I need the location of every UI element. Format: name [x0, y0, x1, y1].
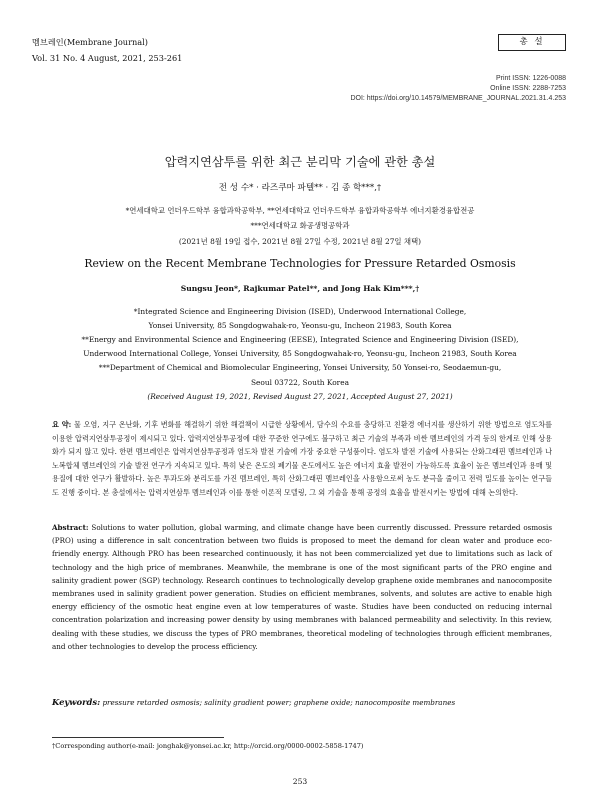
- keywords-label: Keywords:: [52, 697, 101, 707]
- affiliation-english-4: Underwood International College, Yonsei University, 85 Songdogwahak-ro, Yeonsu-gu, Incheon 21983, South Korea: [83, 349, 517, 358]
- corresponding-author-footnote: †Corresponding author(e-mail: jonghak@yonsei.ac.kr, http://orcid.org/0000-0002-5858-1747): [52, 742, 364, 750]
- footnote-divider: [52, 737, 224, 738]
- affiliation-english-1: *Integrated Science and Engineering Division (ISED), Underwood International College,: [133, 307, 467, 316]
- volume-info: Vol. 31 No. 4 August, 2021, 253-261: [32, 53, 183, 63]
- abstract-korean-text: 물 오염, 지구 온난화, 기후 변화를 해결하기 위한 해결책이 시급한 상황에서, 담수의 수요를 충당하고 친환경 에너지를 생산하기 위한 방법으로 염도차를 이용한 압력지연삼투공정이 제시되고 있다. 압력지연삼투공정에 대한 꾸준한 연구에도 불구하고 최근 기술의 부족과 비싼 멤브레인의 가격 등의 한계로 인해 상용화가 되지 않고 있다. 한편 멤브레인은 압력지연삼투공정과 염도차 발전 기술에 가장 중요한 구성품이다. 염도차 발전 기술에 사용되는 산화그래핀 멤브레인과 나노복합체 멤브레인의 기술 발전 연구가 지속되고 있다. 특히 낮은 온도의 폐기물 온도에서도 높은 에너지 효율 발전이 가능하도록 효율이 높은 멤브레인과 용매 및 용질에 대한 연구가 활발하다. 높은 투과도와 분리도를 가진 멤브레인, 특히 산화그래핀 멤브레인을 사용함으로써 농도 분극을 줄이고 전력 밀도를 높이는 연구들도 진행 중이다. 본 총설에서는 압력지연삼투 멤브레인과 이를 통한 이론적 모델링, 그 외 기술을 통해 공정의 효율을 발전시키는 방법에 대해 논의한다.: [52, 420, 552, 497]
- online-issn: Online ISSN: 2288-7253: [490, 85, 566, 92]
- abstract-korean: [52, 418, 552, 500]
- affiliation-english-6: Seoul 03722, South Korea: [250, 378, 349, 387]
- journal-name: 멤브레인(Membrane Journal): [32, 37, 148, 47]
- keywords: [52, 697, 552, 707]
- title-english: Review on the Recent Membrane Technologies for Pressure Retarded Osmosis: [84, 257, 516, 270]
- print-issn: Print ISSN: 1226-0088: [495, 75, 566, 82]
- title-korean: 압력지연삼투를 위한 최근 분리막 기술에 관한 총설: [164, 155, 436, 169]
- affiliation-english-2: Yonsei University, 85 Songdogwahak-ro, Yeonsu-gu, Incheon 21983, South Korea: [148, 321, 452, 330]
- authors-english: Sungsu Jeon*, Rajkumar Patel**, and Jong Hak Kim***,†: [180, 284, 420, 293]
- affiliation-korean-2: ***연세대학교 화공생명공학과: [250, 221, 350, 230]
- page-number: 253: [292, 777, 308, 786]
- authors-korean: 전 성 수* · 라즈쿠마 파텔** · 김 종 학***,†: [218, 183, 382, 193]
- affiliation-english-5: ***Department of Chemical and Biomolecular Engineering, Yonsei University, 50 Yonsei-ro, Seodaemun-gu,: [98, 363, 502, 372]
- abstract-english-text: Solutions to water pollution, global warming, and climate change have been currently discussed. Pressure retarded osmosis (PRO) using a difference in salt concentration between two fluids is proposed to meet the demand for clean water and produce eco-friendly energy. Although PRO has been researched continuously, it has not been commercialized yet due to limitations such as lack of technology and the high price of membranes. Meanwhile, the membrane is one of the most significant parts of the PRO engine and salinity gradient power (SGP) technology. Research continues to technologically develop graphene oxide membranes and nanocomposite membranes used in salinity gradient power generation. Studies on efficient membranes, solvents, and solutes are active to enable high energy efficiency of the osmotic heat engine even at low temperatures of waste. Studies have been conducted on reducing internal concentration polarization and increasing power density by using membranes with balanced permeability and selectivity. In this review, dealing with these studies, we discuss the types of PRO membranes, theoretical modeling of technologies through efficient membranes, and other technologies to develop the process efficiency.: [52, 523, 552, 651]
- dates-english: (Received August 19, 2021, Revised August 27, 2021, Accepted August 27, 2021): [147, 392, 453, 401]
- affiliation-korean-1: *연세대학교 언더우드학부 융합과학공학부, **연세대학교 언더우드학부 융합과학공학부 에너지환경융합전공: [125, 206, 475, 215]
- doi-link[interactable]: DOI: https://doi.org/10.14579/MEMBRANE_JOURNAL.2021.31.4.253: [350, 95, 566, 102]
- abstract-english-label: Abstract:: [52, 523, 89, 532]
- affiliation-english-3: **Energy and Environmental Science and Engineering (EESE), Integrated Science and Engineering Division (ISED),: [81, 335, 519, 344]
- keywords-text: pressure retarded osmosis; salinity gradient power; graphene oxide; nanocomposite membranes: [100, 698, 456, 707]
- abstract-korean-label: 요 약:: [52, 420, 72, 429]
- dates-korean: (2021년 8월 19일 접수, 2021년 8월 27일 수정, 2021년 8월 27일 채택): [178, 237, 422, 246]
- article-type-badge: 총 설: [498, 34, 566, 51]
- abstract-english: [52, 521, 552, 653]
